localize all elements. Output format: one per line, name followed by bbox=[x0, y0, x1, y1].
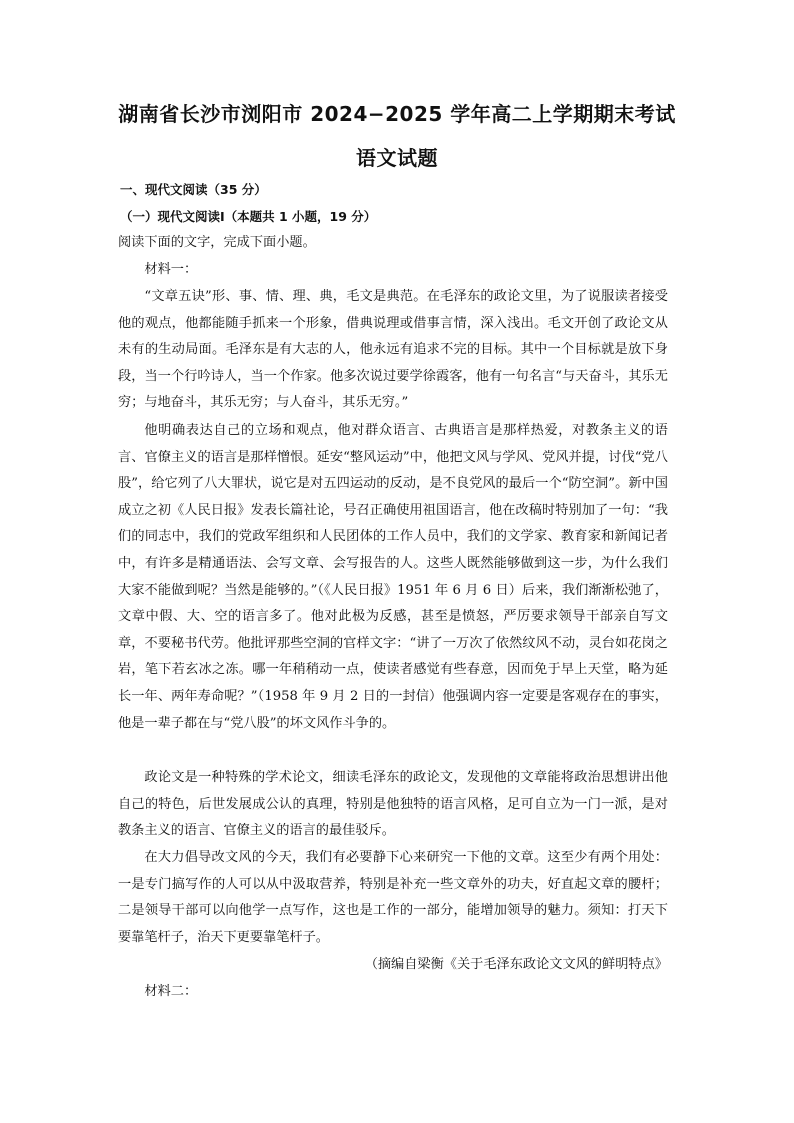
page-subtitle: 语文试题 bbox=[356, 146, 438, 170]
reading-instruction: 阅读下面的文字，完成下面小题。 bbox=[118, 235, 316, 250]
source-citation: （摘编自梁衡《关于毛泽东政论文文风的鲜明特点》 bbox=[364, 957, 668, 972]
paragraph-1: “文章五诀”形、事、情、理、典，毛文是典范。在毛泽东的政论文里，为了说服读者接受他的观点，他都能随手抓来一个形象，借典说理或借事言情，深入浅出。毛文开创了政论文从未有的生动局面。毛泽东是有大志的人，他永远有追求不完的目标。其中一个目标就是放下身段，当一个行吟诗人，当一个作家。他多次说过要学徐霞客，他有一句名言“与天奋斗，其乐无穷；与地奋斗，其乐无穷；与人奋斗，其乐无穷。” bbox=[118, 289, 668, 411]
subsection-heading-reading-1: （一）现代文阅读Ⅰ（本题共 1 小题，19 分） bbox=[120, 209, 377, 224]
page-title: 湖南省长沙市浏阳市 2024−2025 学年高二上学期期末考试 bbox=[118, 102, 676, 126]
material-2-label: 材料二： bbox=[144, 984, 198, 999]
material-1-label: 材料一： bbox=[144, 262, 198, 277]
paragraph-2: 他明确表达自己的立场和观点，他对群众语言、古典语言是那样热爱，对教条主义的语言、官僚主义的语言是那样憎恨。延安“整风运动”中，他把文风与学风、党风并提，讨伐“党八股”，给它列了八大罪状，说它是对五四运动的反动，是不良党风的最后一个“防空洞”。新中国成立之初《人民日报》发表长篇社论，号召正确使用祖国语言，他在改稿时特别加了一句：“我们的同志中，我们的党政军组织和人民团体的工作人员中，我们的文学家、教育家和新闻记者中，有许多是精通语法、会写文章、会写报告的人。这些人既然能够做到这一步，为什么我们大家不能做到呢？当然是能够的。”（《人民日报》1951 年 6 月 6 日）后来，我们渐渐松弛了，文章中假、大、空的语言多了。他对此极为反感，甚至是愤怒，严厉要求领导干部亲自写文章，不要秘书代劳。他批评那些空洞的官样文字：“讲了一万次了依然纹风不动，灵台如花岗之岩，笔下若玄冰之冻。哪一年稍稍动一点，使读者感觉有些春意，因而免于早上天堂，略为延长一年、两年寿命呢？”（1958 年 9 月 2 日的一封信）他强调内容一定要是客观存在的事实，他是一辈子都在与“党八股”的坏文风作斗争的。 bbox=[118, 423, 668, 731]
paragraph-4: 在大力倡导改文风的今天，我们有必要静下心来研究一下他的文章。这至少有两个用处：一是专门搞写作的人可以从中汲取营养，特别是补充一些文章外的功夫，好直起文章的腰杆；二是领导干部可以向他学一点写作，这也是工作的一部分，能增加领导的魅力。须知：打天下要靠笔杆子，治天下更要靠笔杆子。 bbox=[118, 850, 668, 945]
section-heading-modern-reading: 一、现代文阅读（35 分） bbox=[120, 182, 267, 197]
paragraph-3: 政论文是一种特殊的学术论文，细读毛泽东的政论文，发现他的文章能将政治思想讲出他自己的特色，后世发展成公认的真理，特别是他独特的语言风格，足可自立为一门一派，是对教条主义的语言、官僚主义的语言的最佳驳斥。 bbox=[118, 770, 668, 839]
